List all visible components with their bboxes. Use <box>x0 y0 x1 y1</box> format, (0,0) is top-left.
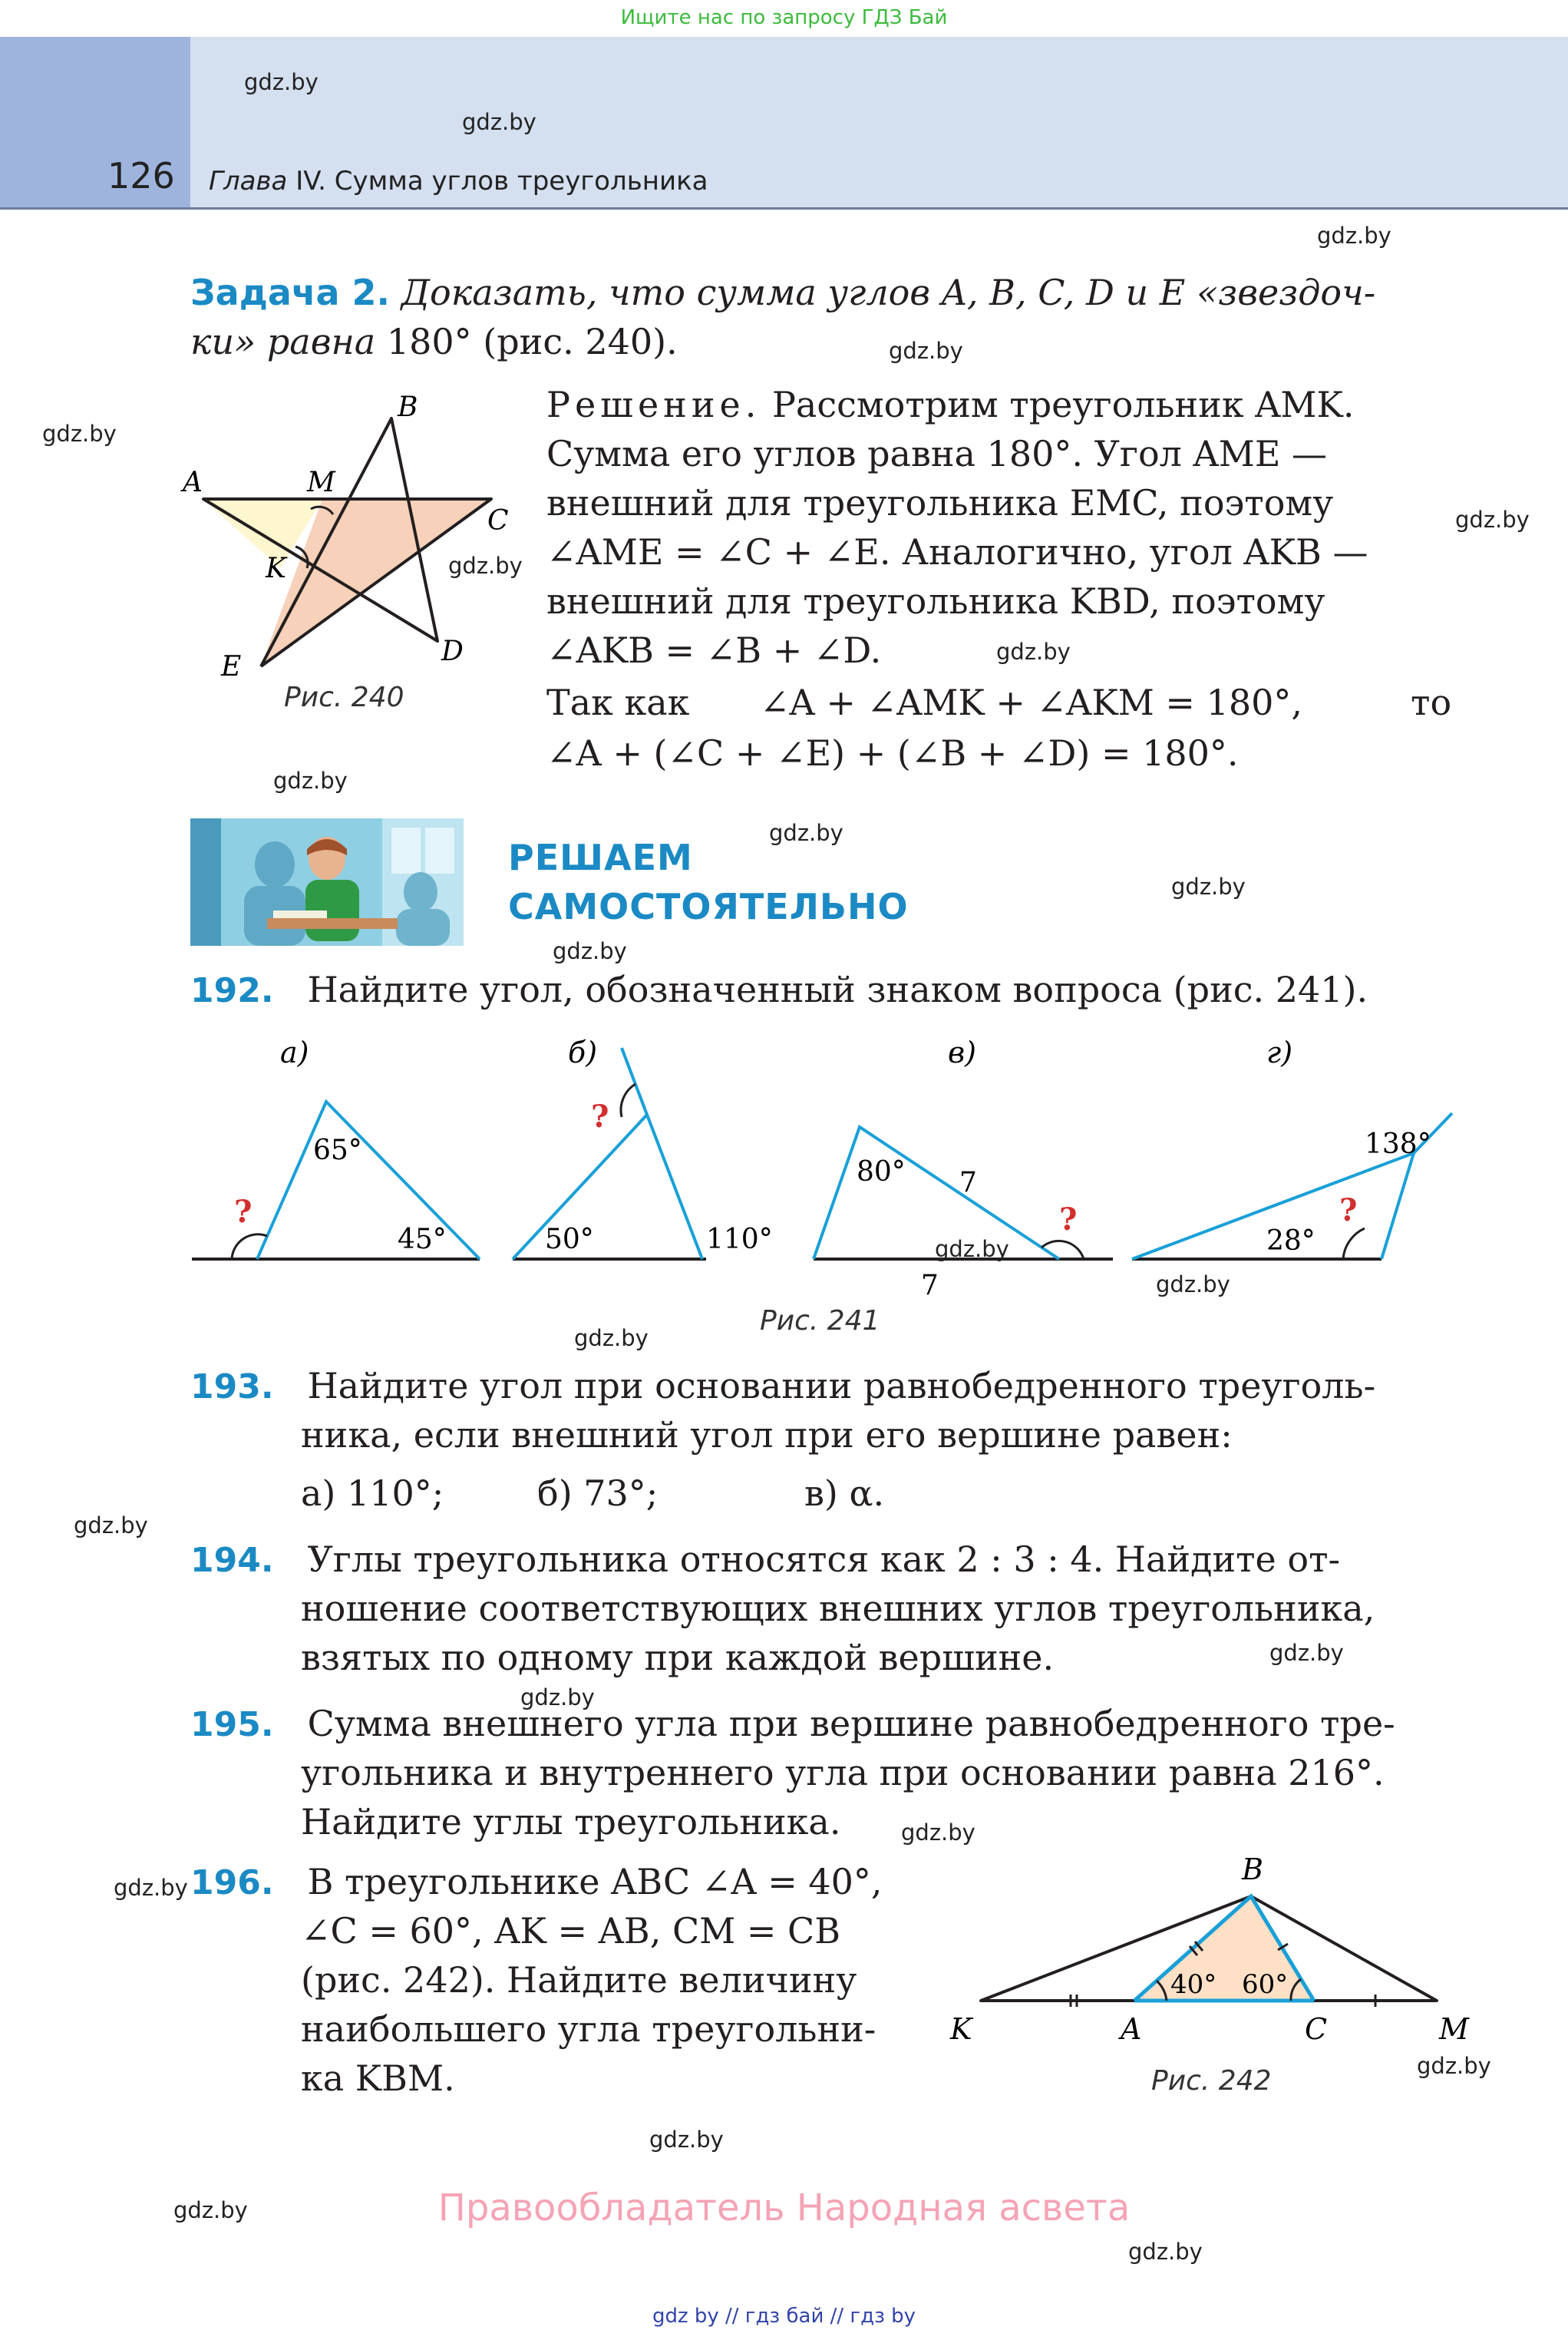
solution-line7a: Так как <box>546 682 690 723</box>
problem-195-line1 <box>190 1700 1395 1749</box>
illustration-book <box>273 911 327 918</box>
watermark: gdz.by <box>114 1875 188 1901</box>
problem-195-text-1: Сумма внешнего угла при вершине равнобедренного тре- <box>307 1703 1395 1744</box>
footer-links[interactable]: gdz by // гдз бай // гдз by <box>652 2305 916 2328</box>
problem-195-number: 195. <box>190 1705 274 1744</box>
watermark: gdz.by <box>42 421 117 447</box>
fig241a-angle-top: 65° <box>313 1135 362 1166</box>
fig241d-label: г) <box>1266 1036 1293 1069</box>
task2-text-1: Доказать, что сумма углов A, B, C, D и E «звездоч- <box>390 272 1376 313</box>
watermark: gdz.by <box>574 1325 649 1351</box>
watermark: gdz.by <box>769 820 843 846</box>
problem-194-number: 194. <box>190 1541 274 1580</box>
fig241b-angle-left: 50° <box>545 1224 594 1255</box>
fig241d-angle-left: 28° <box>1266 1225 1315 1257</box>
chapter-prefix: Глава <box>209 166 288 197</box>
watermark: gdz.by <box>649 2127 724 2153</box>
solution-line3: внешний для треугольника EMC, поэтому <box>546 482 1334 524</box>
fig241c-label: в) <box>948 1036 976 1069</box>
label-m: M <box>1439 2012 1469 2046</box>
figure-242 <box>936 1850 1520 2050</box>
fig241a-question: ? <box>234 1194 253 1230</box>
illustration-wall <box>190 818 221 946</box>
problem-196-line2: ∠C = 60°, AK = AB, CM = CB <box>301 1910 841 1952</box>
problem-196-line1 <box>190 1858 883 1907</box>
fig241d-angle-arc <box>1343 1228 1365 1259</box>
problem-194-line2: ношение соответствующих внешних углов треугольника, <box>301 1588 1375 1629</box>
fig241b-angle-arc <box>621 1084 635 1117</box>
fig241d-question: ? <box>1339 1192 1358 1228</box>
problem-194-line1 <box>190 1535 1340 1585</box>
solution-line6: ∠AKB = ∠B + ∠D. <box>546 630 882 671</box>
problem-193-option-b: б) 73°; <box>537 1472 659 1514</box>
label-k: K <box>266 553 286 584</box>
label-b: B <box>398 392 418 423</box>
watermark: gdz.by <box>1269 1640 1344 1666</box>
watermark: gdz.by <box>273 768 348 794</box>
label-a: A <box>183 467 203 498</box>
section-title-line1: РЕШАЕМ <box>508 837 693 878</box>
watermark: gdz.by <box>1417 2053 1491 2079</box>
fig241d-angle-ext: 138° <box>1365 1129 1431 1160</box>
watermark: gdz.by <box>1317 223 1391 249</box>
fig241c-question: ? <box>1059 1201 1078 1238</box>
page-number: 126 <box>107 155 175 197</box>
illustration-window-pane <box>425 828 454 874</box>
problem-194-line3: взятых по одному при каждой вершине. <box>301 1637 1055 1678</box>
figure-240 <box>169 384 537 691</box>
problem-192-text: Найдите угол, обозначенный знаком вопроса (рис. 241). <box>307 969 1368 1010</box>
figure-242-caption: Рис. 242 <box>1151 2065 1272 2097</box>
watermark: gdz.by <box>935 1236 1009 1262</box>
fig241c-side-2: 7 <box>921 1270 939 1301</box>
problem-194-text-1: Углы треугольника относятся как 2 : 3 : 4. Найдите от- <box>307 1539 1341 1580</box>
fig241b-triangle <box>513 1115 702 1259</box>
illustration-window-pane <box>391 828 421 874</box>
problem-193-option-c: в) α. <box>804 1472 885 1514</box>
task2-text-3: 180° (рис. 240). <box>386 321 678 362</box>
problem-193-line2: ника, если внешний угол при его вершине равен: <box>301 1414 1233 1456</box>
solution-line7b: ∠A + ∠AMK + ∠AKM = 180°, <box>760 682 1303 723</box>
fig241b-extension <box>622 1048 647 1115</box>
task2-text-2: ки» равна <box>190 321 387 362</box>
label-b: B <box>1242 1852 1263 1886</box>
label-m: M <box>307 467 335 498</box>
watermark: gdz.by <box>74 1512 148 1539</box>
label-c: C <box>1305 2012 1328 2046</box>
chapter-name: IV. Сумма углов треугольника <box>287 166 708 197</box>
solution-line1 <box>546 381 1355 428</box>
watermark: gdz.by <box>448 553 523 579</box>
solution-line5: внешний для треугольника KBD, поэтому <box>546 580 1325 622</box>
problem-196-line3: (рис. 242). Найдите величину <box>301 1959 857 2001</box>
problem-196-line4: наибольшего угла треугольни- <box>301 2008 876 2050</box>
watermark: gdz.by <box>520 1684 595 1710</box>
header-rule <box>0 207 1568 210</box>
solution-line7c: то <box>1411 682 1452 723</box>
solution-line4: ∠AME = ∠C + ∠E. Аналогично, угол AKB — <box>546 531 1368 573</box>
watermark: gdz.by <box>553 938 627 964</box>
illustration-student-silhouette-head <box>255 841 295 887</box>
solution-line8: ∠A + (∠C + ∠E) + (∠B + ∠D) = 180°. <box>546 732 1239 774</box>
fig241a-angle-right: 45° <box>398 1224 447 1255</box>
illustration-student-silhouette-head <box>404 872 437 912</box>
watermark: gdz.by <box>462 109 536 135</box>
task2-statement-line2 <box>190 318 678 365</box>
watermark: gdz.by <box>996 639 1071 665</box>
problem-193-text-1: Найдите угол при основании равнобедренного треуголь- <box>307 1365 1376 1406</box>
angle-a-value: 40° <box>1170 1969 1217 2000</box>
figure-241 <box>184 1029 1504 1305</box>
watermark: gdz.by <box>173 2197 248 2223</box>
problem-192-number: 192. <box>190 971 274 1010</box>
fig241b-angle-ext: 110° <box>706 1224 773 1255</box>
label-e: E <box>221 651 242 682</box>
fig241b-question: ? <box>591 1099 609 1135</box>
watermark: gdz.by <box>889 338 963 364</box>
label-d: D <box>441 636 464 667</box>
watermark: gdz.by <box>1171 874 1246 900</box>
solution-line2: Сумма его углов равна 180°. Угол AME — <box>546 433 1328 474</box>
fig241b-label: б) <box>568 1036 598 1069</box>
problem-196-number: 196. <box>190 1863 274 1902</box>
label-c: C <box>487 505 509 537</box>
top-banner: Ищите нас по запросу ГДЗ Бай <box>620 6 948 29</box>
label-a: A <box>1121 2012 1142 2046</box>
problem-195-line2: угольника и внутреннего угла при основании равна 216°. <box>301 1752 1385 1793</box>
copyright-notice: Правообладатель Народная асвета <box>437 2186 1131 2229</box>
task2-statement-line1 <box>190 269 1375 316</box>
problem-196-text-1: В треугольнике ABC ∠A = 40°, <box>307 1861 883 1902</box>
problem-196-line5: ка KBM. <box>301 2057 455 2099</box>
fig241a-label: а) <box>280 1036 309 1069</box>
problem-192 <box>190 966 1368 1015</box>
watermark: gdz.by <box>244 69 319 95</box>
figure-240-caption: Рис. 240 <box>284 682 404 713</box>
watermark: gdz.by <box>1455 507 1530 533</box>
student-illustration <box>190 818 464 946</box>
watermark: gdz.by <box>901 1819 975 1846</box>
chapter-title <box>209 166 708 197</box>
task2-label: Задача 2. <box>190 272 391 313</box>
solution-text-1: Рассмотрим треугольник AMK. <box>761 384 1355 425</box>
solution-word: Решение. <box>546 384 761 425</box>
problem-193-number: 193. <box>190 1367 274 1406</box>
watermark: gdz.by <box>1156 1271 1230 1297</box>
illustration-desk <box>267 918 398 929</box>
problem-193-option-a: а) 110°; <box>301 1472 444 1514</box>
watermark: gdz.by <box>1128 2239 1203 2265</box>
problem-193-line1 <box>190 1362 1375 1411</box>
problem-195-line3: Найдите углы треугольника. <box>301 1801 841 1843</box>
figure-241-caption: Рис. 241 <box>760 1305 880 1337</box>
angle-c-value: 60° <box>1242 1969 1289 2000</box>
label-k: K <box>950 2012 972 2046</box>
section-title-line2: САМОСТОЯТЕЛЬНО <box>508 886 909 927</box>
fig241c-angle-left: 80° <box>857 1156 906 1188</box>
illustration-student-silhouette-body <box>396 909 450 946</box>
fig241c-side-1: 7 <box>959 1167 977 1198</box>
